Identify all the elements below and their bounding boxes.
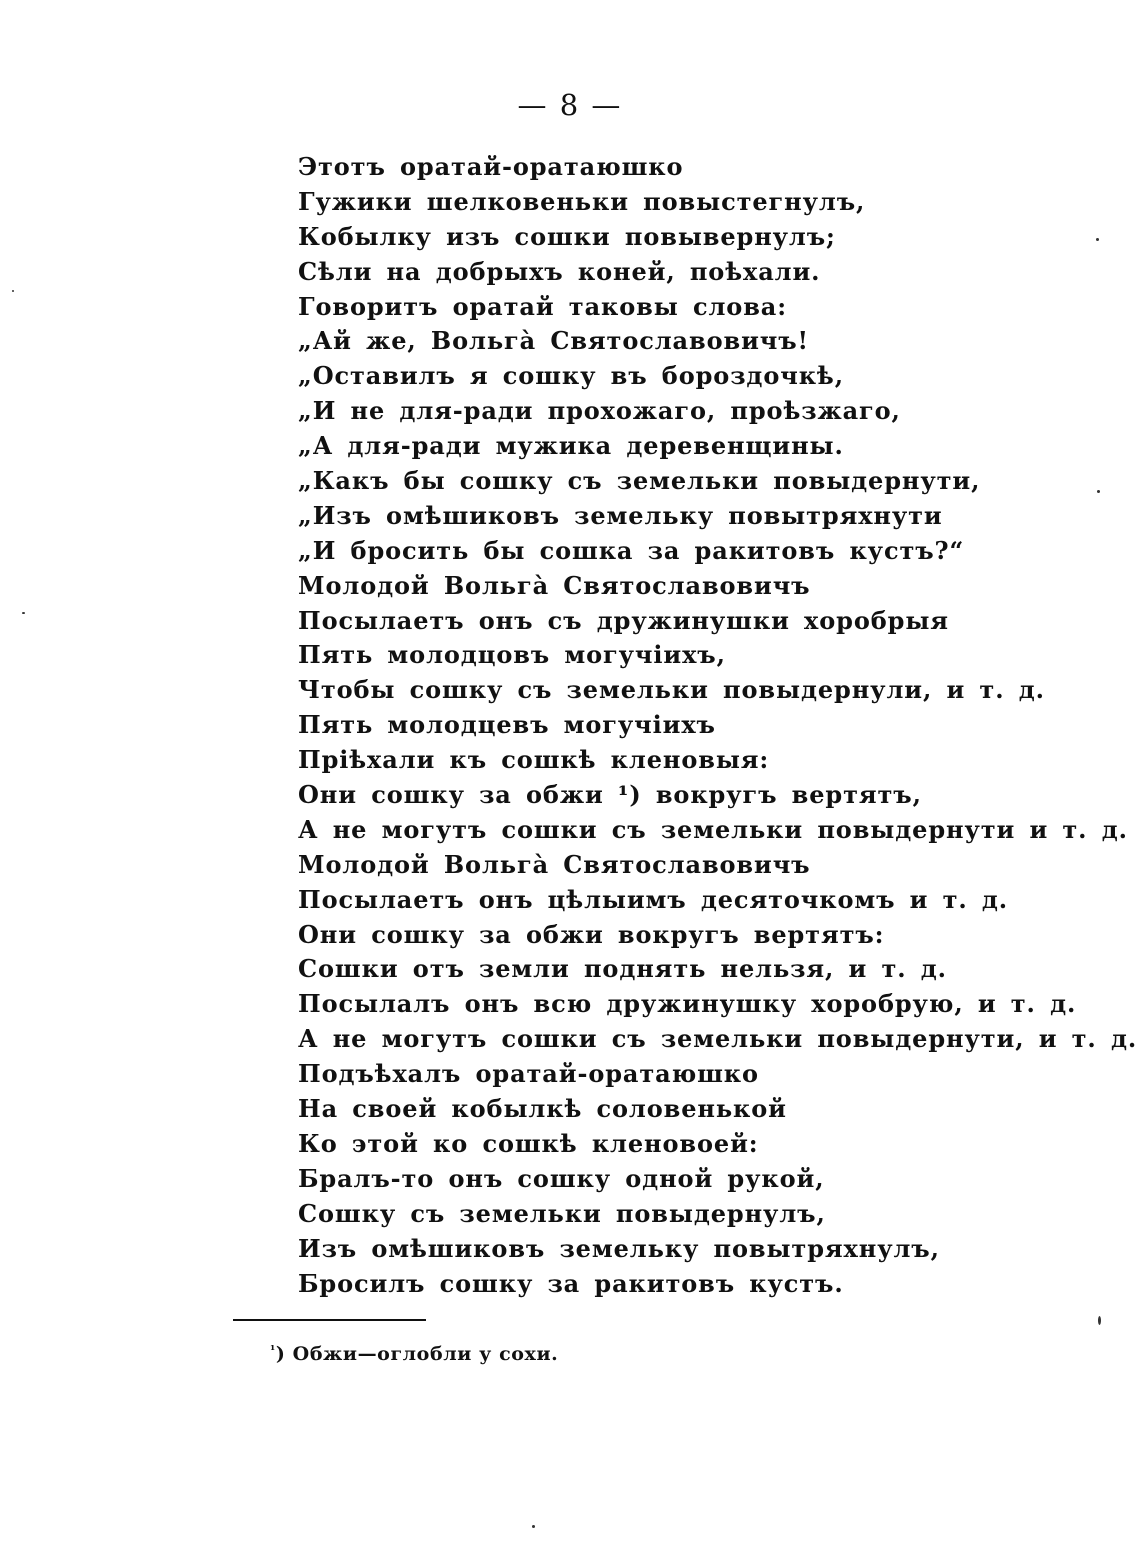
verse-line: Бросилъ сошку за ракитовъ кустъ.	[298, 1268, 844, 1298]
verse-line: „И не для-ради прохожаго, проѣзжаго,	[298, 396, 901, 426]
verse-line: Чтобы сошку съ земельки повыдернули, и т. д.	[298, 675, 1045, 705]
verse-line: Бралъ-то онъ сошку одной рукой,	[298, 1163, 825, 1193]
verse-line: „Оставилъ я сошку въ бороздочкѣ,	[298, 361, 844, 391]
scan-speck	[1096, 238, 1099, 241]
verse-line: Посылаетъ онъ цѣлыимъ десяточкомъ и т. д.	[298, 884, 1009, 914]
page-number: — 8 —	[517, 88, 623, 122]
verse-line: Ко этой ко сошкѣ кленовоей:	[298, 1128, 759, 1158]
verse-block	[298, 150, 1138, 1301]
verse-line: „Ай же, Вольга̀ Святославовичъ!	[298, 326, 809, 356]
scan-speck	[12, 290, 14, 292]
verse-line: Говоритъ оратай таковы слова:	[298, 291, 787, 321]
footnote-marker: ¹	[270, 1343, 276, 1357]
footnote-divider	[233, 1319, 426, 1321]
verse-line: Молодой Вольга̀ Святославовичъ	[298, 570, 811, 600]
verse-line: Кобылку изъ сошки повывернулъ;	[298, 221, 836, 251]
verse-line: Пріѣхали къ сошкѣ кленовыя:	[298, 745, 770, 775]
verse-line: А не могутъ сошки съ земельки повыдернути, и т. д.	[298, 1024, 1138, 1054]
scan-speck	[22, 612, 25, 614]
verse-line: А не могутъ сошки съ земельки повыдернути и т. д.	[298, 814, 1128, 844]
verse-line: Посылалъ онъ всю дружинушку хоробрую, и т. д.	[298, 989, 1077, 1019]
verse-line: Сошку съ земельки повыдернулъ,	[298, 1198, 826, 1228]
footnote	[270, 1343, 558, 1365]
verse-line: „Изъ омѣшиковъ земельку повытряхнути	[298, 500, 943, 530]
verse-line: Гужики шелковеньки повыстегнулъ,	[298, 186, 866, 216]
verse-line: „А для-ради мужика деревенщины.	[298, 431, 844, 461]
verse-line: Этотъ оратай-оратаюшко	[298, 152, 684, 181]
footnote-text: ) Обжи—оглобли у сохи.	[275, 1343, 559, 1365]
verse-line: Молодой Вольга̀ Святославовичъ	[298, 849, 811, 879]
scan-speck	[1097, 490, 1100, 493]
verse-line: Сѣли на добрыхъ коней, поѣхали.	[298, 256, 821, 286]
verse-line: Они сошку за обжи ¹) вокругъ вертятъ,	[298, 780, 922, 810]
verse-line: Посылаетъ онъ съ дружинушки хоробрыя	[298, 605, 949, 635]
verse-line: Сошки отъ земли поднять нельзя, и т. д.	[298, 954, 947, 984]
verse-line: Изъ омѣшиковъ земельку повытряхнулъ,	[298, 1233, 940, 1263]
verse-line: Пять молодцевъ могучіихъ	[298, 710, 716, 740]
verse-line: Они сошку за обжи вокругъ вертятъ:	[298, 919, 885, 949]
verse-line: Пять молодцовъ могучіихъ,	[298, 640, 726, 670]
verse-line: На своей кобылкѣ соловенькой	[298, 1094, 787, 1124]
scan-speck	[532, 1525, 535, 1528]
verse-line: „И бросить бы сошка за ракитовъ кустъ?“	[298, 535, 965, 565]
verse-line: Подъѣхалъ оратай-оратаюшко	[298, 1059, 759, 1089]
scan-speck	[1098, 1316, 1101, 1325]
verse-line: „Какъ бы сошку съ земельки повыдернути,	[298, 466, 981, 496]
